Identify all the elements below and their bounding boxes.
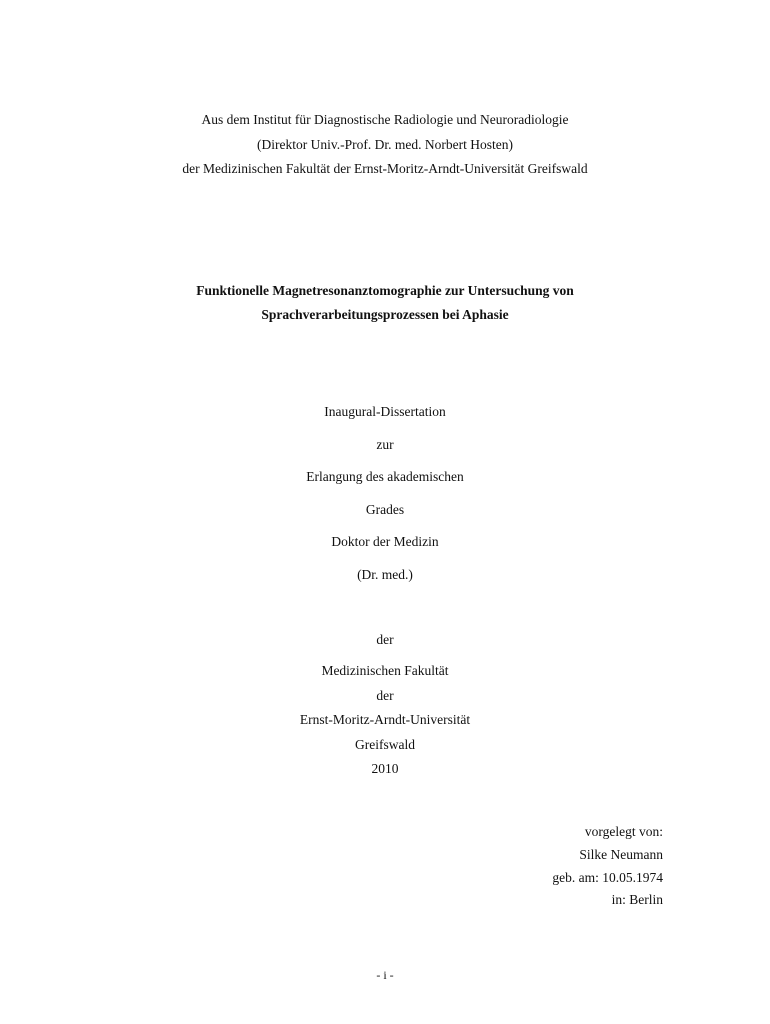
university-name: Ernst-Moritz-Arndt-Universität <box>299 712 471 727</box>
faculty-der-2: der <box>376 688 394 703</box>
thesis-title-line-2: Sprachverarbeitungsprozessen bei Aphasie <box>261 307 509 322</box>
page-number: - i - <box>376 968 394 982</box>
author-name: Silke Neumann <box>579 847 663 862</box>
institute-line-1: Aus dem Institut für Diagnostische Radiologie und Neuroradiologie <box>201 112 569 127</box>
dissertation-degree: Doktor der Medizin <box>331 534 439 549</box>
dissertation-grades: Grades <box>365 502 405 517</box>
submitted-by-label: vorgelegt von: <box>584 824 663 839</box>
author-birthplace: in: Berlin <box>611 892 663 907</box>
dissertation-zur: zur <box>376 437 394 452</box>
dissertation-erlangung: Erlangung des akademischen <box>306 469 464 484</box>
author-birthdate: geb. am: 10.05.1974 <box>552 870 663 885</box>
thesis-title-line-1: Funktionelle Magnetresonanztomographie zur Untersuchung von <box>196 283 574 298</box>
institute-line-2: (Direktor Univ.-Prof. Dr. med. Norbert Hosten) <box>257 137 513 152</box>
dissertation-type: Inaugural-Dissertation <box>324 404 446 419</box>
faculty-der-1: der <box>376 632 394 647</box>
institute-line-3: der Medizinischen Fakultät der Ernst-Moritz-Arndt-Universität Greifswald <box>182 161 588 176</box>
dissertation-degree-abbr: (Dr. med.) <box>357 567 413 582</box>
faculty-name: Medizinischen Fakultät <box>321 663 449 678</box>
university-city: Greifswald <box>355 737 415 752</box>
submission-year: 2010 <box>371 761 399 776</box>
